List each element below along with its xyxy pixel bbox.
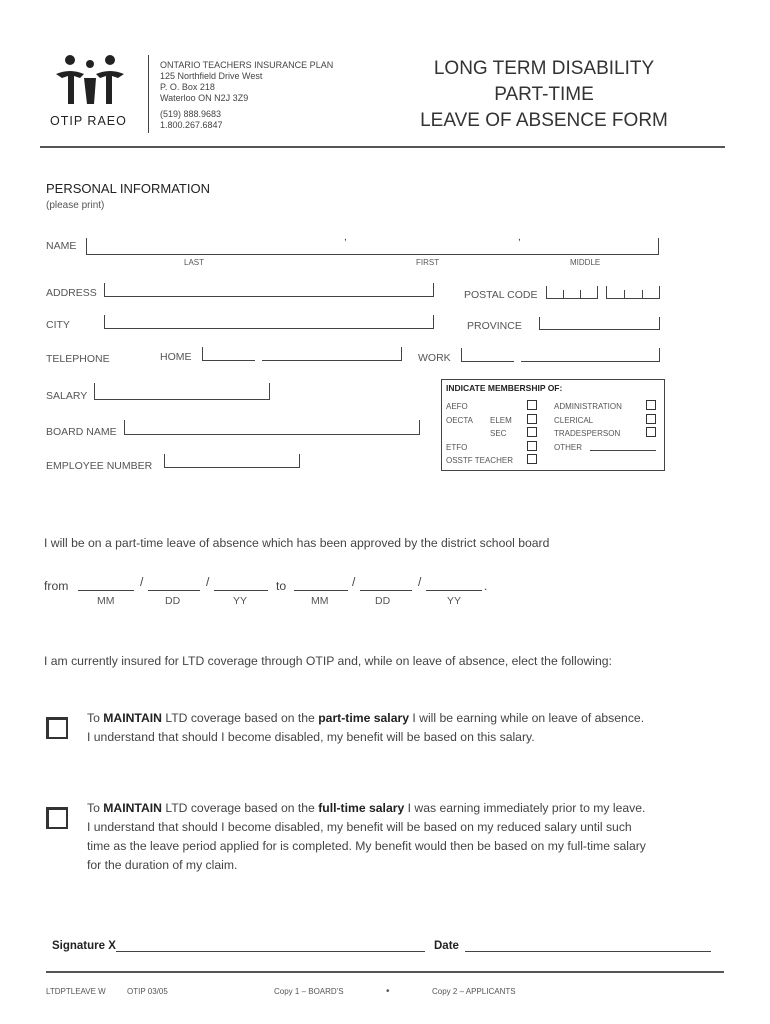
option-text-bold: full-time salary xyxy=(318,801,405,815)
please-print-note: (please print) xyxy=(46,200,105,211)
membership-etfo-label: ETFO xyxy=(446,443,468,452)
footer-revision: OTIP 03/05 xyxy=(127,987,168,996)
province-field[interactable] xyxy=(539,317,660,330)
date-slash: / xyxy=(140,575,144,589)
province-label: PROVINCE xyxy=(467,320,522,332)
option-part-time-text xyxy=(87,709,717,747)
membership-osstf-label: OSSTF TEACHER xyxy=(446,456,513,465)
org-city: Waterloo ON N2J 3Z9 xyxy=(160,93,249,103)
postal-code-label: POSTAL CODE xyxy=(464,289,538,301)
otip-logo xyxy=(50,52,130,132)
option-text-segment: I was earning immediately prior to my leave. xyxy=(404,801,646,815)
org-name: ONTARIO TEACHERS INSURANCE PLAN xyxy=(160,60,334,70)
footer-copy-1: Copy 1 – BOARD'S xyxy=(274,987,344,996)
membership-other-field[interactable] xyxy=(590,450,656,451)
postal-code-part-2[interactable] xyxy=(606,286,660,299)
to-dd-label: DD xyxy=(375,595,391,607)
otip-logo-icon xyxy=(50,52,130,107)
membership-administration-checkbox[interactable] xyxy=(646,400,656,410)
org-pobox: P. O. Box 218 xyxy=(160,82,215,92)
home-area-code-field[interactable] xyxy=(202,347,255,361)
to-yy-label: YY xyxy=(447,595,462,607)
footer-rule xyxy=(46,971,724,973)
option-part-time-line-1 xyxy=(87,709,717,728)
city-label: CITY xyxy=(46,319,70,331)
option-text-segment: To xyxy=(87,711,104,725)
personal-info-heading: PERSONAL INFORMATION xyxy=(46,181,210,196)
name-separator-2: , xyxy=(518,232,521,243)
membership-sec-checkbox[interactable] xyxy=(527,427,537,437)
option-text-segment: I will be earning while on leave of absence. xyxy=(409,711,645,725)
option-full-time-line-1 xyxy=(87,799,727,818)
signature-field[interactable] xyxy=(116,951,425,952)
from-year-field[interactable] xyxy=(214,590,268,591)
org-tollfree: 1.800.267.6847 xyxy=(160,120,223,130)
employee-number-field[interactable] xyxy=(164,454,300,468)
name-sublabel-first: FIRST xyxy=(416,258,440,267)
membership-etfo-checkbox[interactable] xyxy=(527,441,537,451)
postal-tick xyxy=(563,290,564,299)
option-text-bold: part-time salary xyxy=(318,711,409,725)
form-title-line-1: LONG TERM DISABILITY xyxy=(433,58,655,79)
header-divider xyxy=(148,55,149,133)
city-field[interactable] xyxy=(104,315,434,329)
membership-clerical-label: CLERICAL xyxy=(554,416,594,425)
footer-bullet: • xyxy=(386,986,390,997)
option-text-segment: LTD coverage based on the xyxy=(161,711,319,725)
to-day-field[interactable] xyxy=(360,590,412,591)
postal-tick xyxy=(642,290,643,299)
home-phone-field[interactable] xyxy=(262,347,402,361)
name-sublabel-last: LAST xyxy=(184,258,205,267)
option-full-time-text xyxy=(87,799,727,875)
address-label: ADDRESS xyxy=(46,287,97,299)
option-part-time-checkbox[interactable] xyxy=(46,717,68,739)
option-text-bold: MAINTAIN xyxy=(103,711,162,725)
address-field[interactable] xyxy=(104,283,434,297)
option-part-time-line-2: I understand that should I become disabled, my benefit will be based on this salary. xyxy=(87,730,535,744)
org-phone: (519) 888.9683 xyxy=(160,109,222,119)
to-label: to xyxy=(276,579,287,593)
board-name-label: BOARD NAME xyxy=(46,426,117,438)
to-year-field[interactable] xyxy=(426,590,482,591)
membership-elem-checkbox[interactable] xyxy=(527,414,537,424)
work-area-code-field[interactable] xyxy=(461,348,514,362)
option-full-time-line-2: I understand that should I become disabled, my benefit will be based on my reduced salary until such xyxy=(87,820,632,834)
footer-form-code: LTDPTLEAVE W xyxy=(46,987,106,996)
option-text-bold: MAINTAIN xyxy=(103,801,162,815)
membership-elem-label: ELEM xyxy=(490,416,512,425)
to-mm-label: MM xyxy=(311,595,329,607)
option-text-segment: LTD coverage based on the xyxy=(161,801,319,815)
membership-tradesperson-checkbox[interactable] xyxy=(646,427,656,437)
from-yy-label: YY xyxy=(233,595,248,607)
board-name-field[interactable] xyxy=(124,420,420,435)
from-month-field[interactable] xyxy=(78,590,134,591)
from-dd-label: DD xyxy=(165,595,181,607)
salary-label: SALARY xyxy=(46,390,88,402)
date-label: Date xyxy=(434,940,459,952)
membership-aefo-label: AEFO xyxy=(446,402,468,411)
form-title-line-2: PART-TIME xyxy=(494,84,594,105)
footer-copy-2: Copy 2 – APPLICANTS xyxy=(432,987,516,996)
leave-statement: I will be on a part-time leave of absence which has been approved by the district school board xyxy=(44,536,550,550)
name-field[interactable] xyxy=(86,238,659,255)
option-full-time-line-3: time as the leave period applied for is completed. My benefit would then be based on my full-time salary xyxy=(87,839,646,853)
header-rule xyxy=(40,146,725,148)
from-label: from xyxy=(44,579,69,593)
signature-label: Signature X xyxy=(52,940,116,952)
work-label: WORK xyxy=(418,352,451,364)
home-label: HOME xyxy=(160,351,192,363)
membership-administration-label: ADMINISTRATION xyxy=(554,402,622,411)
option-full-time-checkbox[interactable] xyxy=(46,807,68,829)
membership-title: INDICATE MEMBERSHIP OF: xyxy=(446,383,563,393)
org-street: 125 Northfield Drive West xyxy=(160,71,263,81)
to-month-field[interactable] xyxy=(294,590,348,591)
option-full-time-line-4: for the duration of my claim. xyxy=(87,858,238,872)
from-mm-label: MM xyxy=(97,595,115,607)
election-intro: I am currently insured for LTD coverage through OTIP and, while on leave of absence, elect the following: xyxy=(44,654,612,668)
membership-oecta-label: OECTA xyxy=(446,416,473,425)
membership-clerical-checkbox[interactable] xyxy=(646,414,656,424)
name-separator-1: , xyxy=(344,232,347,243)
date-slash: / xyxy=(418,575,422,589)
date-slash: / xyxy=(206,575,210,589)
name-label: NAME xyxy=(46,240,77,252)
postal-tick xyxy=(580,290,581,299)
postal-code-part-1[interactable] xyxy=(546,286,598,299)
employee-number-label: EMPLOYEE NUMBER xyxy=(46,460,153,472)
from-day-field[interactable] xyxy=(148,590,200,591)
date-period: . xyxy=(484,579,488,593)
membership-other-label: OTHER xyxy=(554,443,582,452)
date-field[interactable] xyxy=(465,951,711,952)
telephone-label: TELEPHONE xyxy=(46,353,110,365)
form-title xyxy=(400,56,688,134)
date-slash: / xyxy=(352,575,356,589)
name-sublabel-middle: MIDDLE xyxy=(570,258,601,267)
membership-sec-label: SEC xyxy=(490,429,507,438)
option-text-segment: To xyxy=(87,801,104,815)
org-address xyxy=(160,60,340,131)
logo-text: OTIP RAEO xyxy=(50,114,127,128)
membership-tradesperson-label: TRADESPERSON xyxy=(554,429,621,438)
salary-field[interactable] xyxy=(94,383,270,400)
form-title-line-3: LEAVE OF ABSENCE FORM xyxy=(420,110,668,131)
work-phone-field[interactable] xyxy=(521,348,660,362)
membership-aefo-checkbox[interactable] xyxy=(527,400,537,410)
postal-tick xyxy=(624,290,625,299)
membership-osstf-checkbox[interactable] xyxy=(527,454,537,464)
